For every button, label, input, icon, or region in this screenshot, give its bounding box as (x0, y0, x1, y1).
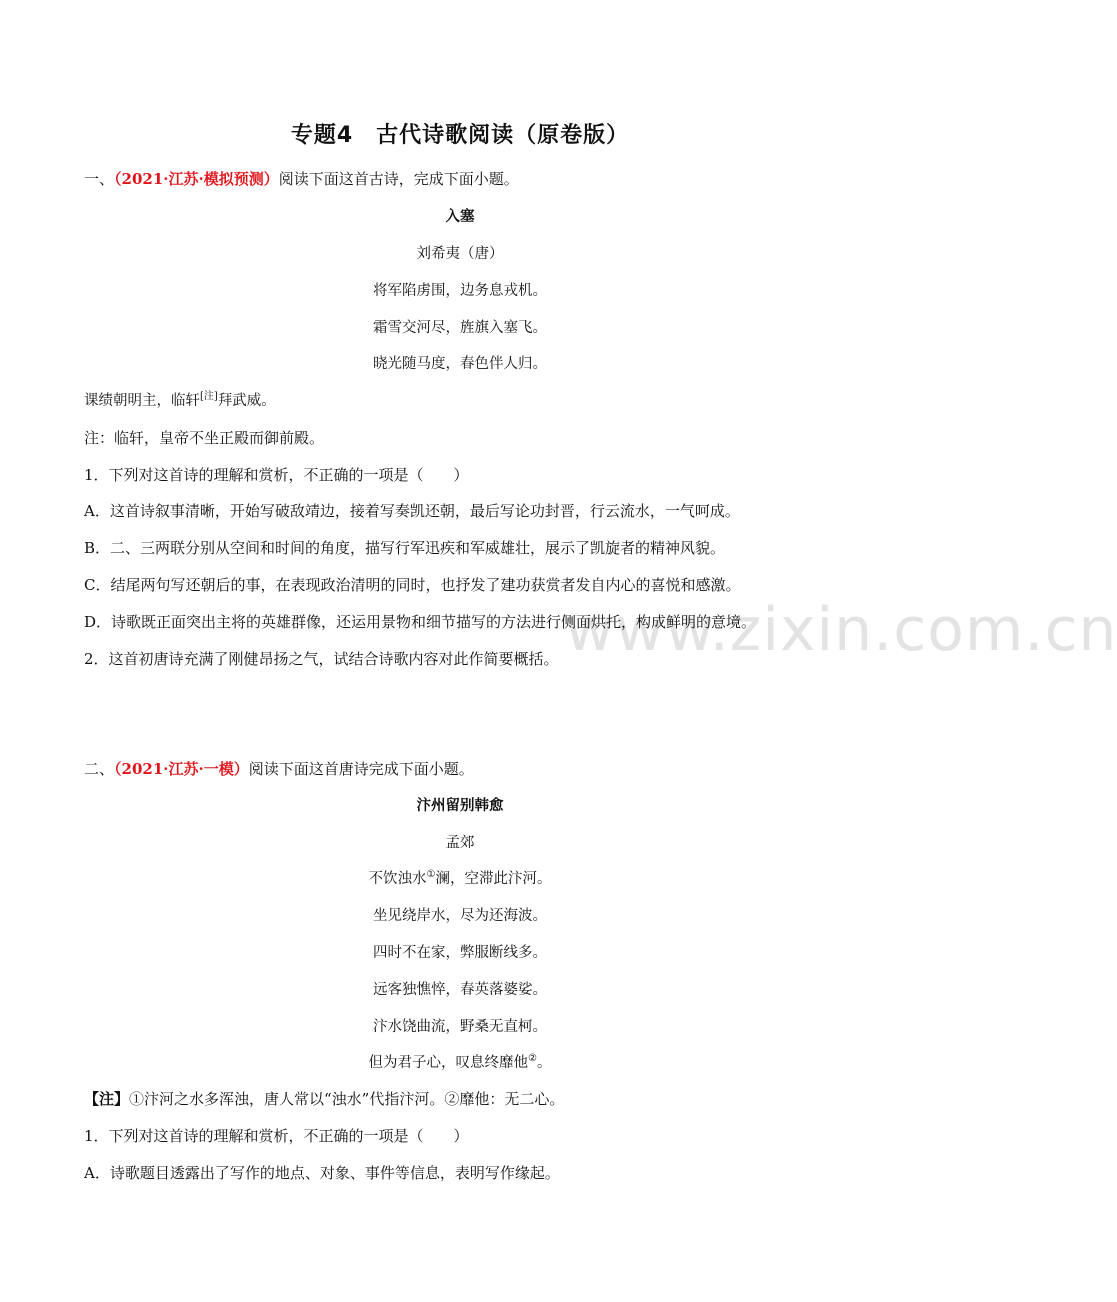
section2-question-1: 1．下列对这首诗的理解和赏析，不正确的一项是（ ） (84, 1127, 469, 1145)
section2-note (84, 1088, 564, 1109)
poem-line-text: 但为君子心，叹息终靡他 (368, 1055, 529, 1071)
section2-poem-line: 远客独憔悴，春英落婆娑。 (373, 982, 547, 998)
section1-heading (84, 168, 519, 189)
section2-poem-line (0, 867, 920, 888)
section2-number: 二、 (84, 760, 115, 778)
section1-option-a: A．这首诗叙事清晰，开始写破敌靖边，接着写奏凯还朝，最后写论功封晋，行云流水，一气呵成。 (84, 502, 740, 520)
poem-line-text: 澜，空滞此汴河。 (435, 871, 552, 887)
section1-option-b: B．二、三两联分别从空间和时间的角度，描写行军迅疾和军威雄壮，展示了凯旋者的精神风貌。 (84, 539, 726, 557)
note-label: 【注】 (84, 1090, 130, 1108)
note-marker: ① (426, 869, 436, 881)
section1-poem-line: 晓光随马度，春色伴人归。 (373, 356, 547, 372)
note-text: ①汴河之水多浑浊，唐人常以“浊水”代指汴河。②靡他：无二心。 (129, 1090, 565, 1108)
section2-heading (84, 758, 474, 779)
section2-instruction: 阅读下面这首唐诗完成下面小题。 (248, 760, 474, 778)
section2-poem-title: 汴州留别韩愈 (416, 797, 504, 814)
poem-line-text: 不饮浊水 (368, 871, 427, 887)
section1-poem-title: 入塞 (445, 208, 475, 225)
section1-note: 注：临轩，皇帝不坐正殿而御前殿。 (84, 429, 325, 447)
section1-source: （2021·江苏·模拟预测） (114, 170, 279, 188)
section2-poem-line: 汴水饶曲流，野桑无直柯。 (373, 1019, 547, 1035)
section1-poem-line: 霜雪交河尽，旌旗入塞飞。 (373, 320, 547, 336)
section1-option-c: C．结尾两句写还朝后的事，在表现政治清明的同时，也抒发了建功获赏者发自内心的喜悦和感激。 (84, 576, 741, 594)
poem-line-text: 课绩朝明主，临轩 (84, 393, 200, 409)
section1-number: 一、 (84, 170, 115, 188)
section1-poem-author: 刘希夷（唐） (416, 246, 504, 262)
section1-question-1: 1．下列对这首诗的理解和赏析，不正确的一项是（ ） (84, 466, 469, 484)
section1-option-d: D．诗歌既正面突出主将的英雄群像，还运用景物和细节描写的方法进行侧面烘托，构成鲜明的意境。 (84, 613, 757, 631)
section2-option-a: A．诗歌题目透露出了写作的地点、对象、事件等信息，表明写作缘起。 (84, 1164, 560, 1182)
section1-instruction: 阅读下面这首古诗，完成下面小题。 (278, 170, 519, 188)
note-marker: [注] (200, 391, 218, 403)
poem-line-text: 。 (536, 1055, 552, 1071)
section1-poem-last-line (84, 389, 276, 410)
section2-poem-author: 孟郊 (445, 835, 475, 851)
section2-poem-line (0, 1051, 920, 1072)
poem-line-text: 拜武威。 (217, 393, 276, 409)
section1-poem-line: 将军陷虏围，边务息戎机。 (373, 283, 547, 299)
section2-poem-line: 四时不在家，弊服断线多。 (373, 945, 547, 961)
section2-source: （2021·江苏·一模） (114, 760, 249, 778)
section1-question-2: 2．这首初唐诗充满了刚健昂扬之气，试结合诗歌内容对此作简要概括。 (84, 650, 559, 668)
note-marker: ② (528, 1053, 537, 1065)
watermark: www.zixin.com.cn (565, 595, 1117, 665)
section2-poem-line: 坐见绕岸水，尽为还海波。 (373, 908, 547, 924)
page-title: 专题4 古代诗歌阅读（原卷版） (290, 123, 630, 148)
